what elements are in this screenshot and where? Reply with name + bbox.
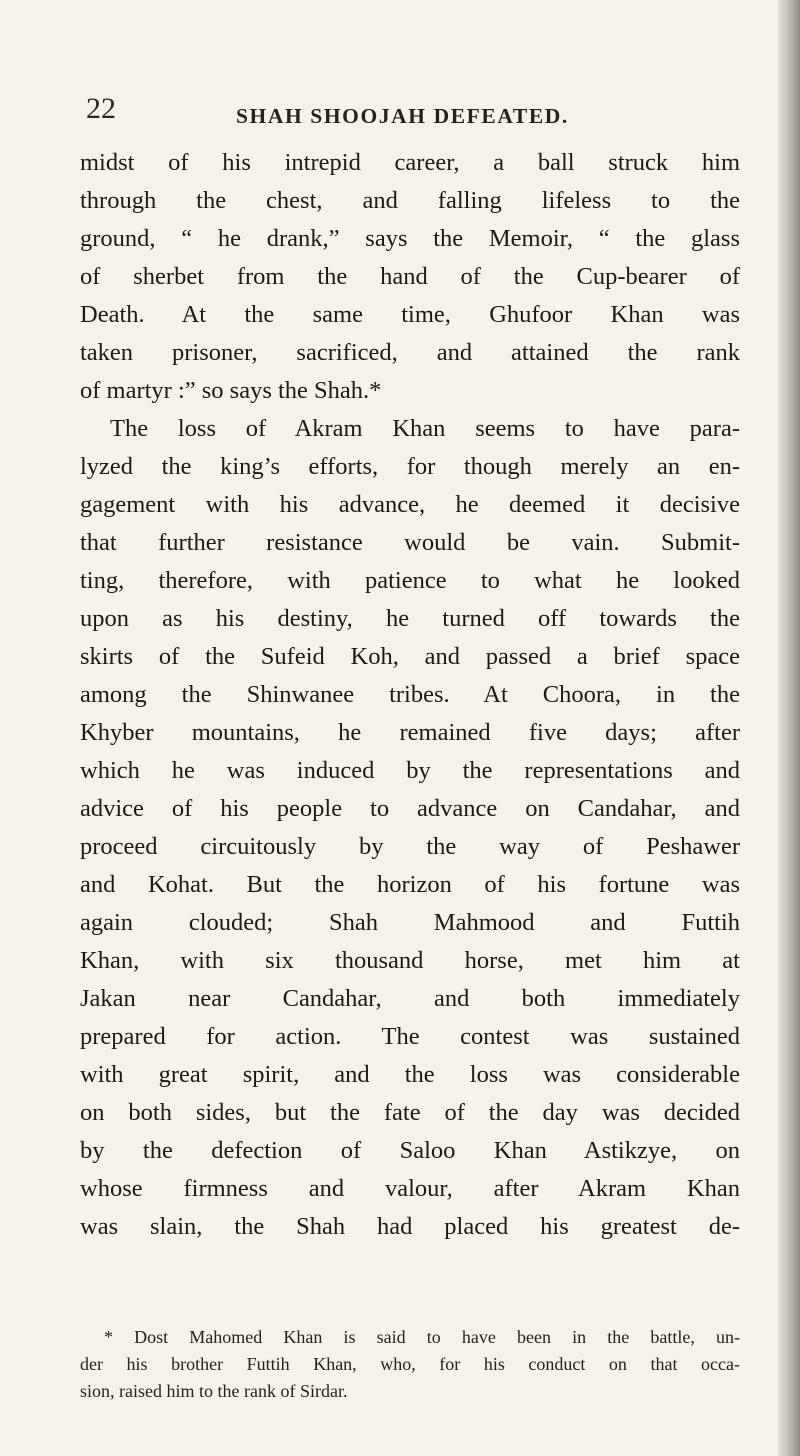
body-line: again clouded; Shah Mahmood and Futtih	[80, 909, 740, 936]
body-line: and Kohat. But the horizon of his fortune was	[80, 871, 740, 898]
body-line: taken prisoner, sacrificed, and attained the rank	[80, 339, 740, 366]
body-line: through the chest, and falling lifeless to the	[80, 187, 740, 214]
body-line: Khan, with six thousand horse, met him at	[80, 947, 740, 974]
body-line: was slain, the Shah had placed his greatest de-	[80, 1213, 740, 1240]
body-line: of sherbet from the hand of the Cup-bearer of	[80, 263, 740, 290]
body-line: ting, therefore, with patience to what he looked	[80, 567, 740, 594]
body-line: Death. At the same time, Ghufoor Khan was	[80, 301, 740, 328]
body-line: by the defection of Saloo Khan Astikzye, on	[80, 1137, 740, 1164]
body-line: Jakan near Candahar, and both immediately	[80, 985, 740, 1012]
body-text	[80, 144, 740, 1246]
running-head: SHAH SHOOJAH DEFEATED.	[236, 104, 569, 128]
body-line: whose firmness and valour, after Akram Khan	[80, 1175, 740, 1202]
page-edge-shadow	[778, 0, 800, 1456]
page-number: 22	[86, 92, 116, 125]
body-line: ground, “ he drank,” says the Memoir, “ the glass	[80, 225, 740, 252]
body-line: prepared for action. The contest was sustained	[80, 1023, 740, 1050]
body-line: with great spirit, and the loss was considerable	[80, 1061, 740, 1088]
body-line: of martyr :” so says the Shah.*	[80, 377, 382, 404]
body-line: upon as his destiny, he turned off towards the	[80, 605, 740, 632]
body-line: gagement with his advance, he deemed it decisive	[80, 491, 740, 518]
body-line: proceed circuitously by the way of Peshawer	[80, 833, 740, 860]
body-line: that further resistance would be vain. Submit-	[80, 529, 740, 556]
footnote	[80, 1324, 740, 1405]
body-line: advice of his people to advance on Candahar, and	[80, 795, 740, 822]
body-line: lyzed the king’s efforts, for though merely an en-	[80, 453, 740, 480]
footnote-line: * Dost Mahomed Khan is said to have been in the battle, un-	[104, 1327, 740, 1347]
body-line: on both sides, but the fate of the day was decided	[80, 1099, 740, 1126]
footnote-line: der his brother Futtih Khan, who, for his conduct on that occa-	[80, 1354, 740, 1374]
body-line: which he was induced by the representations and	[80, 757, 740, 784]
body-line: The loss of Akram Khan seems to have para-	[110, 415, 740, 442]
body-line: skirts of the Sufeid Koh, and passed a brief space	[80, 643, 740, 670]
footnote-line: sion, raised him to the rank of Sirdar.	[80, 1381, 348, 1401]
body-line: Khyber mountains, he remained five days; after	[80, 719, 740, 746]
body-line: midst of his intrepid career, a ball struck him	[80, 149, 740, 176]
body-line: among the Shinwanee tribes. At Choora, in the	[80, 681, 740, 708]
